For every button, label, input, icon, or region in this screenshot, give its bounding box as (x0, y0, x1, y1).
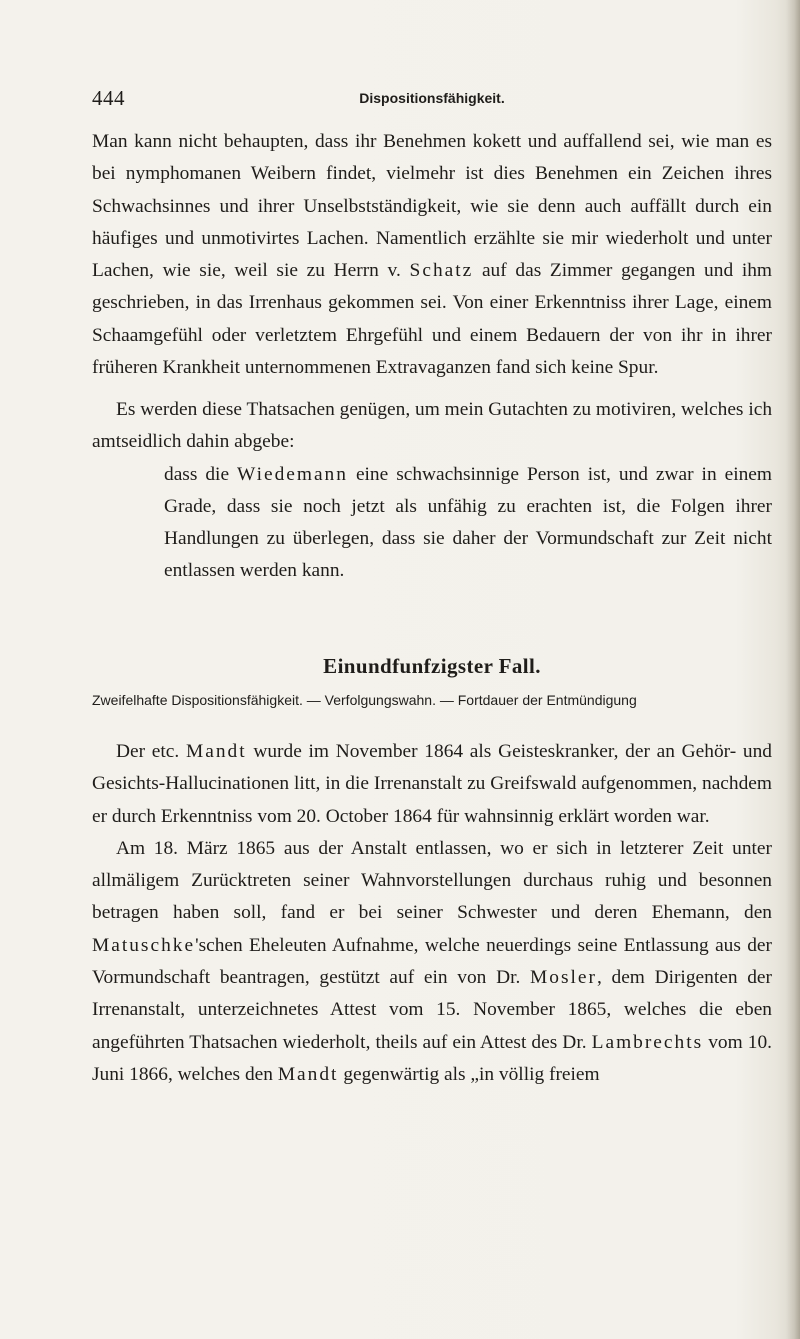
paragraph-1 (92, 126, 772, 384)
person-name: Mosler (530, 967, 597, 989)
person-name: Lambrechts (591, 1031, 704, 1053)
person-name: Schatz (409, 260, 474, 282)
person-name: Matuschke (92, 934, 196, 956)
person-name: Mandt (277, 1063, 339, 1085)
text-segment: 'schen Eheleuten Aufnahme, welche neuerdings seine Entlassung aus der Vormundschaft beantragen, gestützt auf ein von Dr. (92, 934, 772, 989)
text-segment: , dem Dirigenten der Irrenanstalt, unterzeichnetes Attest vom 15. November 1865, welches die eben angeführten Thatsachen wiederholt, theils auf ein Attest des Dr. (92, 967, 772, 1053)
paragraph-2 (92, 394, 772, 588)
page-edge-shadow (786, 0, 800, 1339)
verdict-block (92, 459, 772, 588)
text-segment: dass die (164, 463, 230, 485)
paragraph-4 (92, 736, 772, 1091)
running-title: Dispositionsfähigkeit. (359, 90, 505, 106)
text-segment: Man kann nicht behaupten, dass ihr Benehmen kokett und auffallend sei, wie man es bei nymphomanen Weibern findet, vielmehr ist dies Benehmen ein Zeichen ihres Schwachsinnes und ihrer Unselbstständigkeit, wie sie denn auch auffällt durch ein häufiges und unmotivirtes Lachen. Namentlich erzählte sie mir wiederholt und unter Lachen, wie sie, weil sie zu Herrn v. (92, 131, 772, 282)
text-segment: auf das Zimmer gegangen und ihm geschrieben, in das Irrenhaus gekommen sei. Von einer Erkenntniss ihrer Lage, einem Schaamgefühl oder verletztem Ehrgefühl und einem Bedauern der von ihr in ihrer früheren Krankheit unternommenen Extravaganzen fand sich keine Spur. (92, 260, 772, 379)
person-name: Wiedemann (237, 463, 348, 485)
paragraph-2-text: Es werden diese Thatsachen genügen, um mein Gutachten zu motiviren, welches ich amtseidlich dahin abgebe: (92, 399, 773, 453)
text-segment: Der etc. (116, 741, 180, 762)
paragraph-5 (92, 833, 772, 1091)
text-segment: Am 18. März 1865 aus der Anstalt entlassen, wo er sich in letzterer Zeit unter allmäligem Zurücktreten seiner Wahnvorstellungen durchaus ruhig und besonnen betragen haben soll, fand er bei seiner Schwester und deren Ehemann, den (92, 837, 772, 924)
text-segment: eine schwachsinnige Person ist, und zwar in einem Grade, dass sie noch jetzt als unfähig zu erachten ist, die Folgen ihrer Handlungen zu überlegen, dass sie daher der Vormundschaft zur Zeit nicht entlassen werden kann. (164, 463, 772, 582)
page-number: 444 (92, 86, 125, 110)
text-segment: vom 10. Juni 1866, welches den (92, 1031, 772, 1085)
text-segment: gegenwärtig als „in völlig freiem (343, 1063, 600, 1085)
section-summary: Zweifelhafte Dispositionsfähigkeit. — Verfolgungswahn. — Fortdauer der Entmündigung (92, 692, 637, 708)
page-header (92, 86, 772, 116)
text-segment: wurde im November 1864 als Geisteskranker, der an Gehör- und Gesichts-Hallucinationen litt, in die Irrenanstalt zu Greifswald aufgenommen, nachdem er durch Erkenntniss vom 20. October 1864 für wahnsinnig erklärt worden war. (92, 741, 772, 827)
person-name: Mandt (185, 741, 247, 762)
section-heading: Einundfunfzigster Fall. (323, 654, 541, 678)
